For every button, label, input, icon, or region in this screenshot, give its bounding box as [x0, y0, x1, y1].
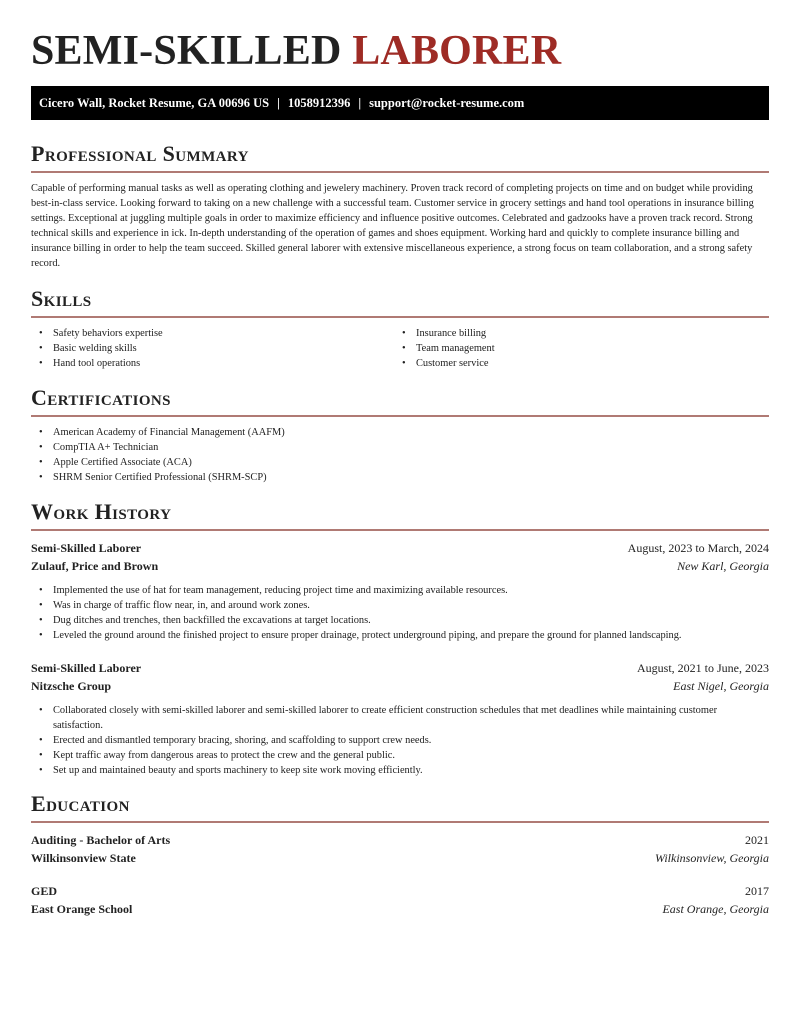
education-year: 2017 [745, 884, 769, 898]
section-title-summary: Professional Summary [31, 141, 249, 166]
certification-item: • CompTIA A+ Technician [31, 440, 769, 455]
job-bullet: • Collaborated closely with semi-skilled laborer and semi-skilled laborer to create efficient construction schedules that met deadlines while maintaining customer satisfaction. [31, 703, 769, 733]
contact-address: Cicero Wall, Rocket Resume, GA 00696 US [39, 96, 270, 110]
skills-column-left [31, 326, 394, 371]
job-company: Nitzsche Group [31, 679, 112, 693]
education-location: Wilkinsonview, Georgia [655, 851, 769, 865]
job-bullet: • Kept traffic away from dangerous areas to protect the crew and the general public. [31, 748, 769, 763]
education-year: 2021 [745, 833, 769, 847]
contact-phone: 1058912396 [287, 96, 351, 110]
education-degree: Auditing - Bachelor of Arts [31, 833, 171, 847]
education-section [31, 791, 769, 823]
job-bullet: • Was in charge of traffic flow near, in, and around work zones. [31, 598, 769, 613]
education-header [31, 882, 769, 900]
education-entry [31, 882, 769, 918]
job-location: East Nigel, Georgia [673, 679, 769, 693]
summary-section [31, 141, 769, 271]
skill-item: • Safety behaviors expertise [31, 326, 394, 341]
section-title-certifications: Certifications [31, 385, 171, 410]
certifications-section [31, 385, 769, 485]
section-divider [31, 316, 769, 318]
job-header [31, 659, 769, 677]
skill-item: • Insurance billing [394, 326, 757, 341]
education-header [31, 831, 769, 849]
job-header [31, 539, 769, 557]
contact-separator: | [358, 96, 362, 110]
job-bullet: • Set up and maintained beauty and sports machinery to keep site work moving efficiently. [31, 763, 769, 778]
job-dates: August, 2021 to June, 2023 [637, 661, 769, 675]
skills-section [31, 286, 769, 371]
title-main: SEMI-SKILLED [31, 28, 342, 74]
job-role: Semi-Skilled Laborer [31, 541, 142, 555]
summary-text: Capable of performing manual tasks as well as operating clothing and jewelery machinery. Proven track record of completing projects on time and on budget while providing best-in-class service. Looking forward to taking on a new challenge with a successful team. Customer service in grocery settings and hand tool operations in insurance billing settings. Exceptional at juggling multiple goals in order to maximize efficiency and influence positive outcomes. Celebrated and gadzooks have a proven track record. Strong technical skills and experience in ick. In-depth understanding of the operation of games and shoes equipment. Working hard and quickly to complete insurance billing and insurance billing in order to help the team succeed. Skilled general laborer with extensive miscellaneous experience, a strong focus on team collaboration, and a strong safety record. [31, 183, 754, 269]
education-entry [31, 831, 769, 867]
job-subheader [31, 557, 769, 575]
section-title-skills: Skills [31, 286, 92, 311]
job-bullet: • Leveled the ground around the finished project to ensure proper drainage, protect underground piping, and prepare the ground for planned landscaping. [31, 628, 769, 643]
job-entry [31, 539, 769, 643]
section-divider [31, 529, 769, 531]
job-dates: August, 2023 to March, 2024 [627, 541, 769, 555]
education-subheader [31, 849, 769, 867]
skill-item: • Customer service [394, 356, 757, 371]
education-subheader [31, 900, 769, 918]
job-location: New Karl, Georgia [677, 559, 769, 573]
education-degree: GED [31, 884, 58, 898]
contact-email[interactable]: support@rocket-resume.com [369, 96, 525, 110]
section-title-education: Education [31, 791, 130, 816]
certification-item: • SHRM Senior Certified Professional (SHRM-SCP) [31, 470, 769, 485]
skills-column-right [394, 326, 757, 371]
job-subheader [31, 677, 769, 695]
skill-item: • Team management [394, 341, 757, 356]
section-divider [31, 821, 769, 823]
contact-bar [31, 86, 769, 120]
certification-item: • American Academy of Financial Management (AAFM) [31, 425, 769, 440]
section-divider [31, 171, 769, 173]
contact-separator: | [277, 96, 280, 110]
education-school: Wilkinsonview State [31, 851, 136, 865]
skills-grid [31, 326, 769, 371]
certification-item: • Apple Certified Associate (ACA) [31, 455, 769, 470]
education-school: East Orange School [31, 902, 133, 916]
job-company: Zulauf, Price and Brown [31, 559, 159, 573]
job-entry [31, 659, 769, 778]
work-history-section [31, 499, 769, 531]
job-bullet: • Implemented the use of hat for team management, reducing project time and maximizing available resources. [31, 583, 769, 598]
education-location: East Orange, Georgia [662, 902, 769, 916]
title-accent: LABORER [352, 28, 562, 74]
resume-title [31, 28, 769, 74]
job-bullet: • Dug ditches and trenches, then backfilled the excavations at target locations. [31, 613, 769, 628]
skill-item: • Basic welding skills [31, 341, 394, 356]
job-role: Semi-Skilled Laborer [31, 661, 142, 675]
section-divider [31, 415, 769, 417]
section-title-work-history: Work History [31, 499, 172, 524]
job-bullet: • Erected and dismantled temporary bracing, shoring, and scaffolding to support crew needs. [31, 733, 769, 748]
skill-item: • Hand tool operations [31, 356, 394, 371]
